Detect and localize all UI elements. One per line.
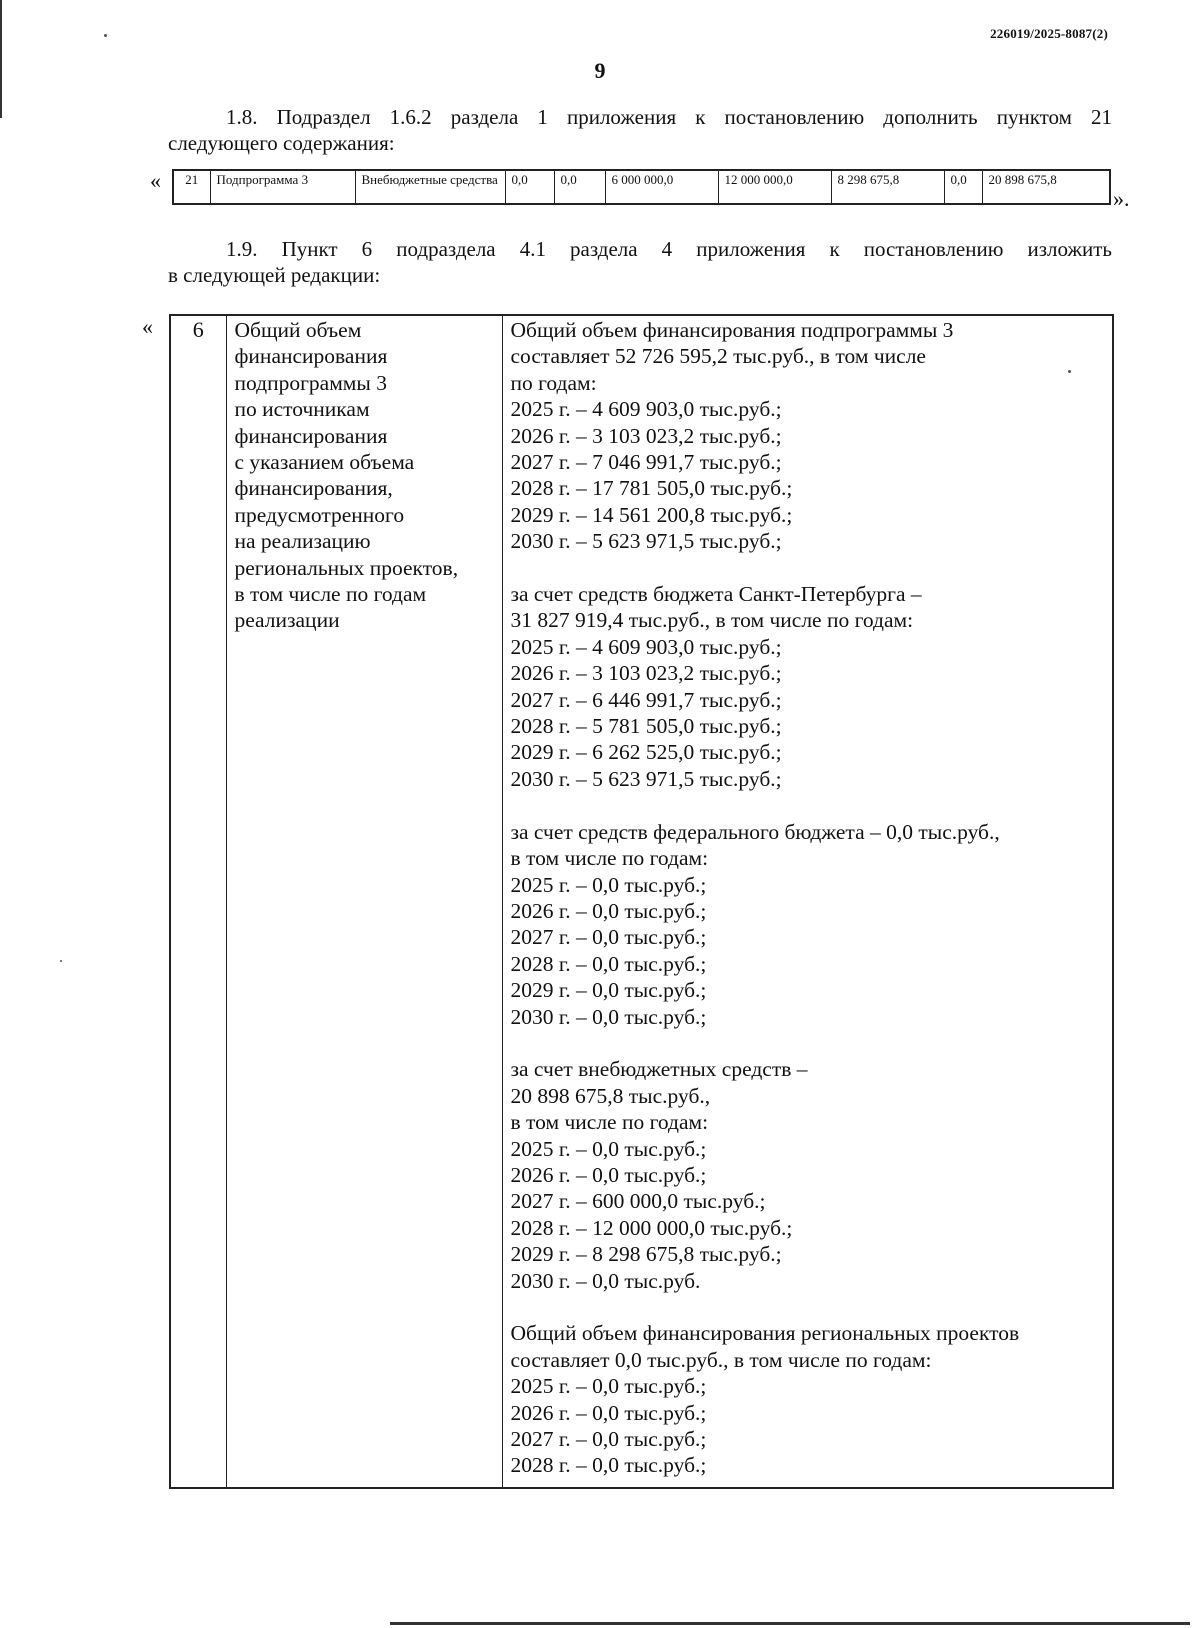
financing-line: 2030 г. – 5 623 971,5 тыс.руб.; (510, 529, 782, 554)
section-1-8-text (168, 104, 1112, 156)
financing-line: в том числе по годам: (510, 1110, 709, 1135)
financing-line: 2027 г. – 600 000,0 тыс.руб.; (510, 1189, 766, 1214)
table-row (170, 315, 1113, 1488)
description-line: с указанием объема (234, 450, 415, 475)
scan-bottom-line (390, 1622, 1190, 1625)
description-line: предусмотренного (234, 502, 405, 527)
financing-line: составляет 0,0 тыс.руб., в том числе по годам: (510, 1347, 932, 1372)
financing-line: 31 827 919,4 тыс.руб., в том числе по годам: (510, 608, 914, 633)
financing-line: 2027 г. – 0,0 тыс.руб.; (510, 925, 707, 950)
financing-line: 2027 г. – 6 446 991,7 тыс.руб.; (510, 687, 782, 712)
financing-line: 2026 г. – 0,0 тыс.руб.; (510, 1400, 707, 1425)
block-gap (511, 1294, 1105, 1320)
financing-line: Общий объем финансирования региональных проектов (510, 1321, 1020, 1346)
financing-line: 2026 г. – 3 103 023,2 тыс.руб.; (510, 661, 782, 686)
financing-line: за счет средств федерального бюджета – 0,0 тыс.руб., (510, 819, 1000, 844)
table-cell: 12 000 000,0 (718, 170, 831, 204)
section-1-9-text (168, 236, 1112, 288)
description-line: в том числе по годам (234, 582, 427, 607)
financing-line: 2028 г. – 17 781 505,0 тыс.руб.; (510, 476, 793, 501)
scan-speck (104, 34, 107, 37)
description-line: Общий объем (234, 318, 362, 342)
description-line: на реализацию (234, 529, 371, 554)
table-cell: 0,0 (554, 170, 605, 204)
financing-table (169, 314, 1114, 1489)
financing-line: 2025 г. – 4 609 903,0 тыс.руб.; (510, 634, 782, 659)
financing-line: 2025 г. – 4 609 903,0 тыс.руб.; (510, 397, 782, 422)
description-cell (226, 315, 502, 1488)
section-1-8-line1: 1.8. Подраздел 1.6.2 раздела 1 приложения к постановлению дополнить пунктом 21 (226, 105, 1112, 129)
financing-line: 2028 г. – 12 000 000,0 тыс.руб.; (510, 1215, 793, 1240)
description-line: финансирования (234, 423, 388, 448)
table-cell: Внебюджетные средства (355, 170, 505, 204)
financing-line: 2027 г. – 7 046 991,7 тыс.руб.; (510, 450, 782, 475)
description-line: региональных проектов, (234, 555, 459, 580)
financing-line: 2028 г. – 0,0 тыс.руб.; (510, 1453, 707, 1478)
financing-line: 2028 г. – 5 781 505,0 тыс.руб.; (510, 714, 782, 739)
table-cell: 0,0 (505, 170, 554, 204)
financing-line: составляет 52 726 595,2 тыс.руб., в том числе (510, 344, 926, 369)
financing-line: 2030 г. – 0,0 тыс.руб. (510, 1268, 701, 1293)
table-cell: 20 898 675,8 (982, 170, 1110, 204)
financing-line: 2030 г. – 0,0 тыс.руб.; (510, 1004, 707, 1029)
block-gap (511, 1030, 1105, 1056)
section-1-9-line2: в следующей редакции: (168, 263, 381, 287)
table-cell: 6 000 000,0 (605, 170, 718, 204)
financing-line: по годам: (510, 370, 597, 395)
table-row (173, 170, 1110, 204)
financing-line: 2026 г. – 0,0 тыс.руб.; (510, 898, 707, 923)
financing-line: 2029 г. – 6 262 525,0 тыс.руб.; (510, 740, 782, 765)
financing-line: 20 898 675,8 тыс.руб., (510, 1083, 711, 1108)
financing-line: 2025 г. – 0,0 тыс.руб.; (510, 1374, 707, 1399)
financing-line: 2025 г. – 0,0 тыс.руб.; (510, 1136, 707, 1161)
quote-open-mark: « (142, 314, 153, 339)
financing-line: 2026 г. – 0,0 тыс.руб.; (510, 1162, 707, 1187)
financing-line: 2028 г. – 0,0 тыс.руб.; (510, 951, 707, 976)
scan-speck (60, 960, 62, 962)
financing-line: 2029 г. – 0,0 тыс.руб.; (510, 978, 707, 1003)
document-id: 226019/2025-8087(2) (990, 26, 1108, 41)
description-line: реализации (234, 608, 340, 633)
page-number: 9 (594, 58, 606, 83)
financing-line: за счет внебюджетных средств – (510, 1057, 808, 1082)
financing-line: 2025 г. – 0,0 тыс.руб.; (510, 872, 707, 897)
description-line: подпрограммы 3 (234, 370, 387, 395)
table-cell: 8 298 675,8 (831, 170, 944, 204)
table-cell: 21 (173, 170, 210, 204)
table-cell: 0,0 (944, 170, 982, 204)
quote-open-mark: « (150, 168, 161, 193)
financing-line: 2027 г. – 0,0 тыс.руб.; (510, 1427, 707, 1451)
table-cell: Подпрограмма 3 (210, 170, 355, 204)
description-line: финансирования (234, 344, 388, 369)
amendment-row-table (172, 169, 1111, 205)
section-1-9-line1: 1.9. Пункт 6 подраздела 4.1 раздела 4 приложения к постановлению изложить (226, 237, 1112, 261)
description-line: финансирования, (234, 476, 393, 501)
financing-line: 2029 г. – 8 298 675,8 тыс.руб.; (510, 1242, 782, 1267)
financing-line: Общий объем финансирования подпрограммы 3 (510, 318, 954, 342)
financing-line: за счет средств бюджета Санкт-Петербурга – (510, 582, 922, 607)
financing-line: 2026 г. – 3 103 023,2 тыс.руб.; (510, 423, 782, 448)
quote-close-mark: ». (1113, 186, 1130, 211)
item-number-cell: 6 (170, 315, 226, 1488)
description-line: по источникам (234, 397, 370, 422)
block-gap (511, 792, 1105, 818)
financing-line: 2030 г. – 5 623 971,5 тыс.руб.; (510, 766, 782, 791)
financing-line: 2029 г. – 14 561 200,8 тыс.руб.; (510, 502, 793, 527)
financing-line: в том числе по годам: (510, 846, 709, 871)
section-1-8-line2: следующего содержания: (168, 131, 395, 155)
financing-details-cell (502, 315, 1113, 1488)
block-gap (511, 555, 1105, 581)
